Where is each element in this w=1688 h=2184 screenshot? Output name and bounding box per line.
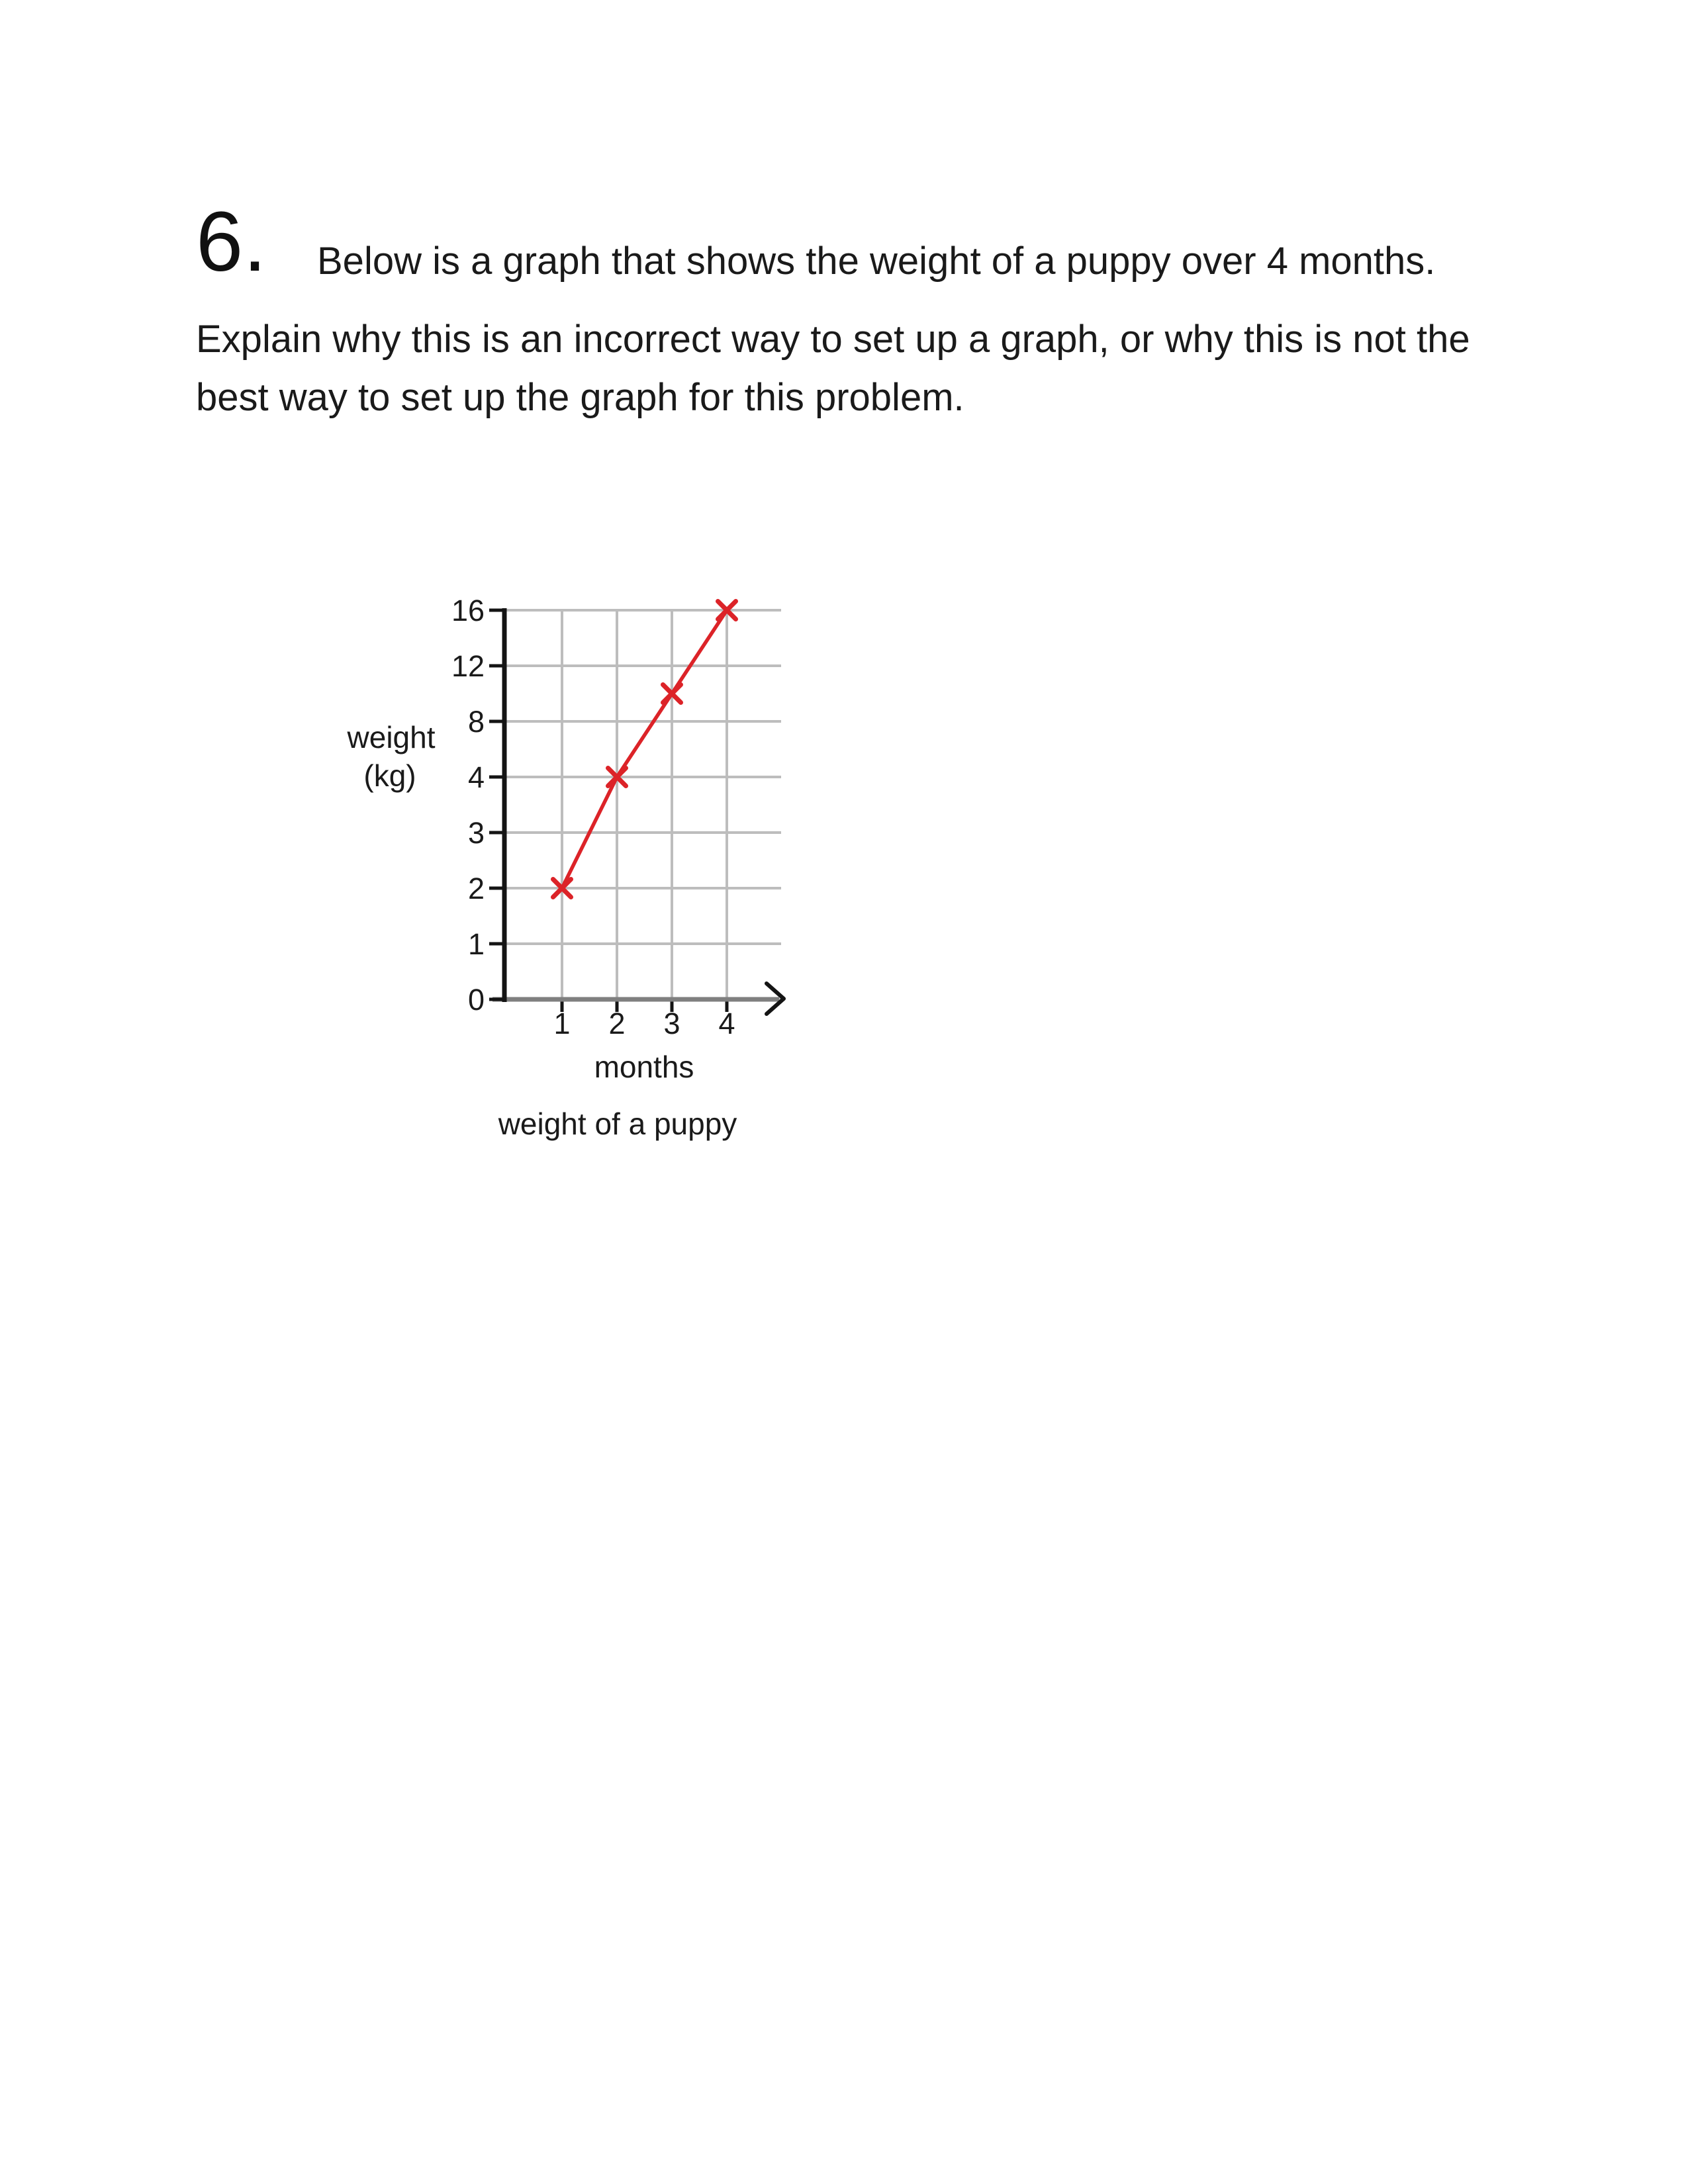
y-tick-label: 8 <box>467 705 485 739</box>
y-tick-label: 2 <box>467 872 485 905</box>
puppy-weight-chart-svg <box>331 582 821 1165</box>
question-instructions <box>196 310 1470 427</box>
y-axis-title-line2: (kg) <box>363 758 416 793</box>
x-tick-label: 4 <box>718 1007 735 1040</box>
instruction-line-1: Explain why this is an incorrect way to set up a graph, or why this is not the <box>196 318 1470 361</box>
instruction-line-2: best way to set up the graph for this problem. <box>196 376 964 419</box>
x-tick-label: 2 <box>608 1007 626 1040</box>
question-number: 6. <box>196 195 267 289</box>
y-tick-label: 16 <box>451 594 485 627</box>
puppy-weight-chart <box>331 582 821 1165</box>
y-axis-title-line1: weight <box>347 720 436 754</box>
y-tick-label: 12 <box>451 649 485 683</box>
x-tick-label: 3 <box>663 1007 680 1040</box>
y-tick-label: 1 <box>467 927 485 961</box>
y-tick-label: 4 <box>467 760 485 794</box>
x-axis-title: months <box>594 1050 694 1084</box>
x-tick-label: 1 <box>553 1007 571 1040</box>
y-tick-label: 0 <box>467 983 485 1017</box>
data-line <box>562 610 727 888</box>
y-tick-label: 3 <box>467 816 485 850</box>
question-prompt: Below is a graph that shows the weight of a puppy over 4 months. <box>317 240 1436 283</box>
chart-caption: weight of a puppy <box>498 1107 737 1141</box>
